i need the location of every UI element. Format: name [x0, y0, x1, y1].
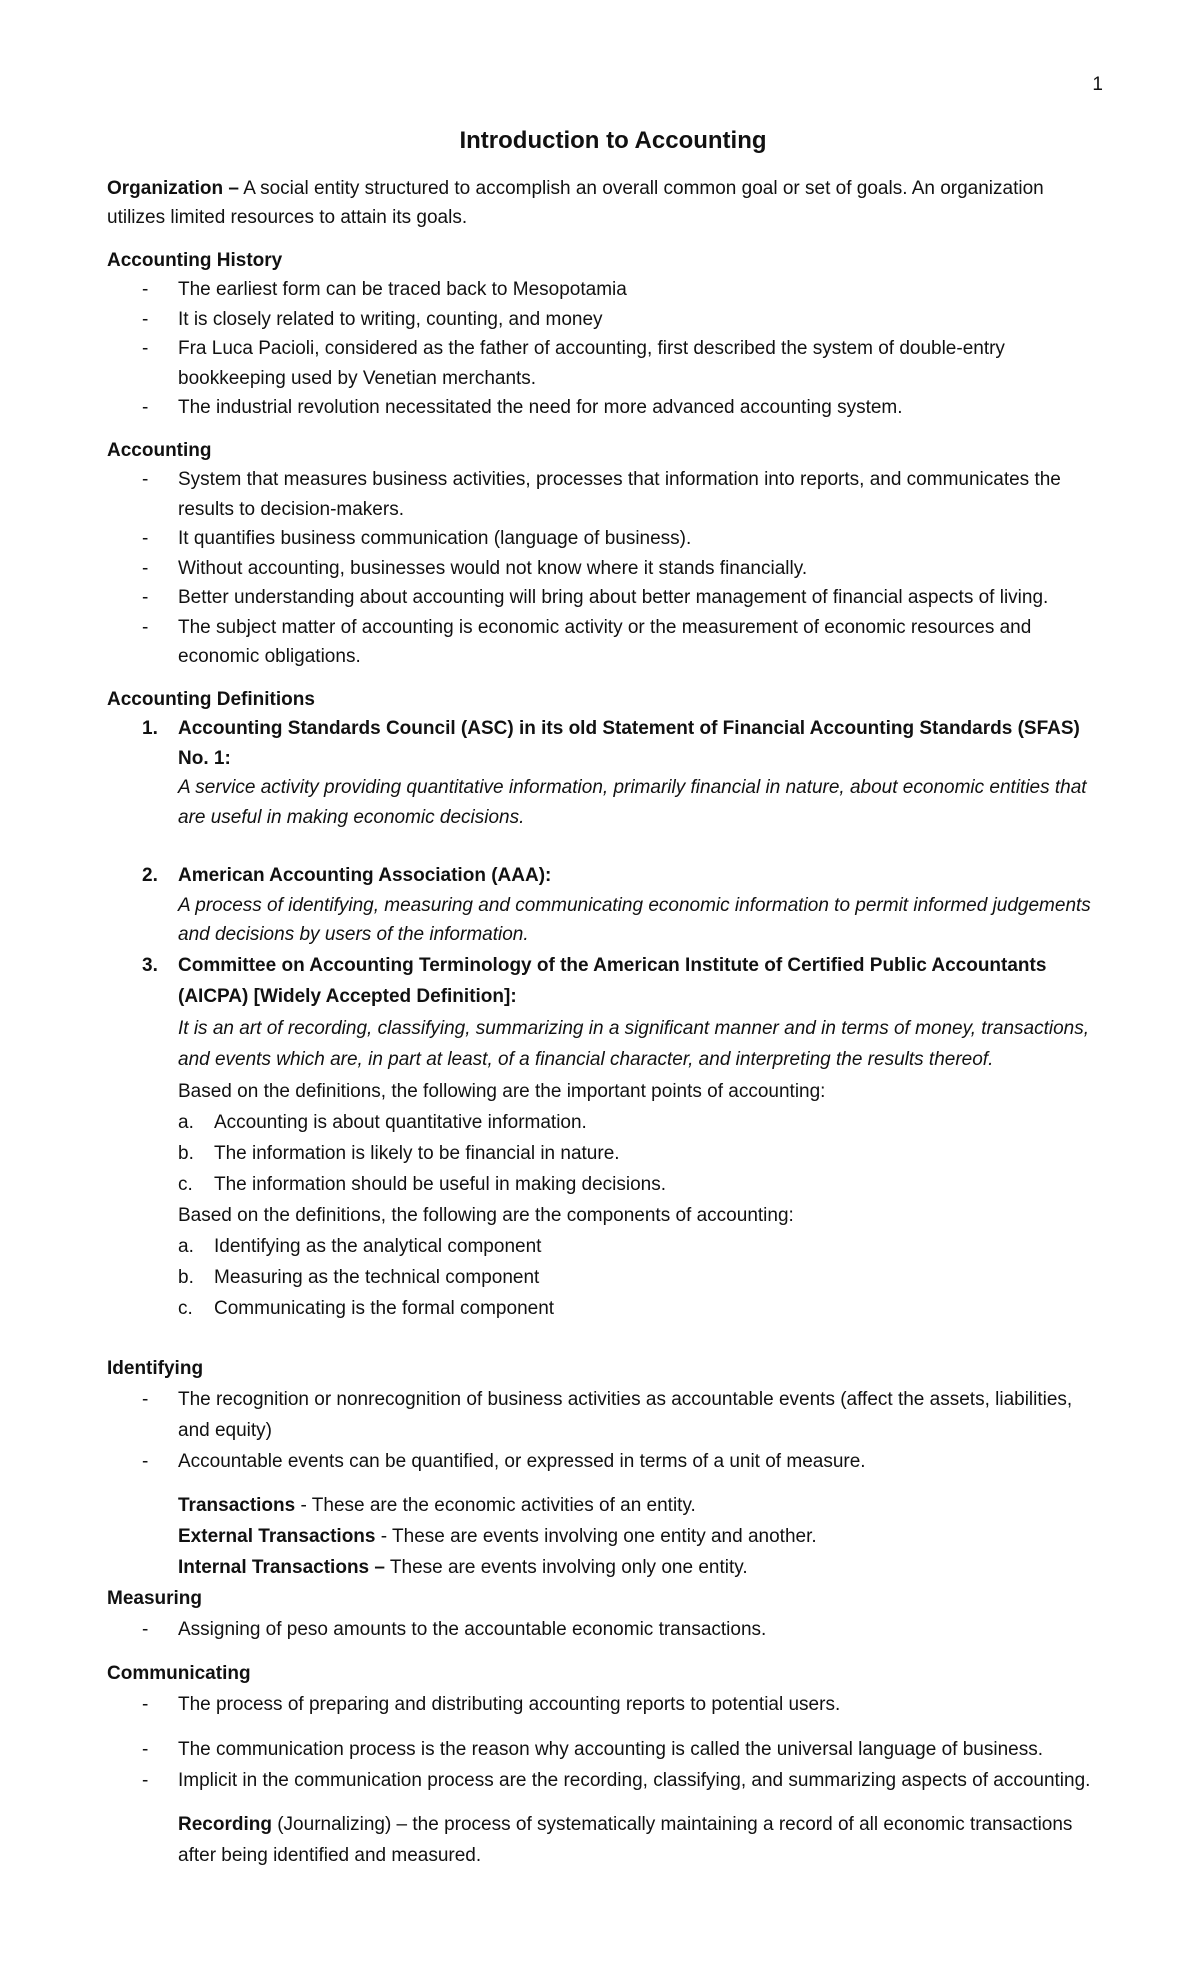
definitions-list: [107, 714, 1107, 1076]
history-list: [107, 275, 1107, 423]
page-number: 1: [1092, 74, 1103, 95]
list-item: - The subject matter of accounting is economic activity or the measurement of economic resources and economic obligations.: [107, 613, 1107, 672]
communicating-heading: Communicating: [107, 1662, 251, 1684]
term-internal-transactions: Internal Transactions – These are events involving only one entity.: [178, 1556, 748, 1578]
identifying-list: [107, 1384, 1107, 1477]
communicating-list-2: [107, 1734, 1107, 1796]
definition-number: 2.: [142, 865, 158, 886]
definition-text: A process of identifying, measuring and communicating economic information to permit informed judgements and decisions by users of the information.: [178, 894, 1091, 945]
definition-item: [107, 950, 1107, 1076]
component-item: a. Identifying as the analytical component: [178, 1235, 542, 1257]
measuring-heading: Measuring: [107, 1587, 203, 1609]
point-item: b. The information is likely to be financial in nature.: [178, 1142, 620, 1164]
term-recording: Recording (Journalizing) – the process of systematically maintaining a record of all economic transactions after being identified and measured.: [178, 1813, 1073, 1866]
component-item: b. Measuring as the technical component: [178, 1266, 540, 1288]
list-item: - The process of preparing and distributing accounting reports to potential users.: [107, 1689, 1107, 1720]
list-item: - Implicit in the communication process are the recording, classifying, and summarizing aspects of accounting.: [107, 1765, 1107, 1796]
list-item: - Assigning of peso amounts to the accountable economic transactions.: [107, 1614, 1107, 1645]
measuring-list: [107, 1614, 1107, 1645]
definition-text: It is an art of recording, classifying, summarizing in a significant manner and in terms of money, transactions, and events which are, in part at least, of a financial character, and interpreting the results thereof.: [178, 1017, 1089, 1070]
definition-summary: [107, 1076, 1107, 1324]
point-item: a. Accounting is about quantitative information.: [178, 1111, 587, 1133]
point-item: c. The information should be useful in making decisions.: [178, 1173, 667, 1195]
document-title: Introduction to Accounting: [459, 127, 767, 154]
organization-text: A social entity structured to accomplish an overall common goal or set of goals. An organization utilizes limited resources to attain its goals.: [107, 177, 1044, 228]
definition-item: [107, 861, 1107, 950]
definition-text: A service activity providing quantitative information, primarily financial in nature, about economic entities that are useful in making economic decisions.: [178, 777, 1087, 828]
term-transactions: Transactions - These are the economic activities of an entity.: [178, 1494, 696, 1516]
definition-source: Committee on Accounting Terminology of the American Institute of Certified Public Accountants (AICPA) [Widely Accepted Definition]:: [178, 954, 1047, 1007]
definition-item: [107, 714, 1107, 861]
list-item: - System that measures business activities, processes that information into reports, and communicates the results to decision-makers.: [107, 465, 1107, 524]
organization-paragraph: [107, 174, 1107, 233]
list-item: - Accountable events can be quantified, or expressed in terms of a unit of measure.: [107, 1446, 1107, 1477]
list-item: - The recognition or nonrecognition of business activities as accountable events (affect the assets, liabilities, and equity): [107, 1384, 1107, 1446]
list-item: - The earliest form can be traced back to Mesopotamia: [107, 275, 1107, 305]
organization-label: Organization –: [107, 177, 239, 199]
document-body: [107, 126, 1107, 1871]
definition-source: American Accounting Association (AAA):: [178, 865, 552, 886]
definition-number: 3.: [142, 954, 158, 976]
list-item: - Without accounting, businesses would not know where it stands financially.: [107, 554, 1107, 584]
list-item: - Fra Luca Pacioli, considered as the father of accounting, first described the system of double-entry bookkeeping used by Venetian merchants.: [107, 334, 1107, 393]
components-intro: Based on the definitions, the following are the components of accounting:: [178, 1204, 794, 1226]
component-item: c. Communicating is the formal component: [178, 1297, 555, 1319]
accounting-heading: Accounting: [107, 439, 212, 461]
points-intro: Based on the definitions, the following are the important points of accounting:: [178, 1080, 826, 1102]
definition-source: Accounting Standards Council (ASC) in its old Statement of Financial Accounting Standards (SFAS) No. 1:: [178, 718, 1080, 769]
accounting-list: [107, 465, 1107, 672]
history-heading: Accounting History: [107, 249, 283, 271]
list-item: - Better understanding about accounting will bring about better management of financial aspects of living.: [107, 583, 1107, 613]
term-external-transactions: External Transactions - These are events involving one entity and another.: [178, 1525, 817, 1547]
definitions-heading: Accounting Definitions: [107, 688, 315, 710]
list-item: - It quantifies business communication (language of business).: [107, 524, 1107, 554]
identifying-heading: Identifying: [107, 1357, 204, 1379]
list-item: - The industrial revolution necessitated the need for more advanced accounting system.: [107, 393, 1107, 423]
communicating-list: [107, 1689, 1107, 1720]
list-item: - The communication process is the reason why accounting is called the universal language of business.: [107, 1734, 1107, 1765]
definition-number: 1.: [142, 718, 158, 739]
list-item: - It is closely related to writing, counting, and money: [107, 305, 1107, 335]
